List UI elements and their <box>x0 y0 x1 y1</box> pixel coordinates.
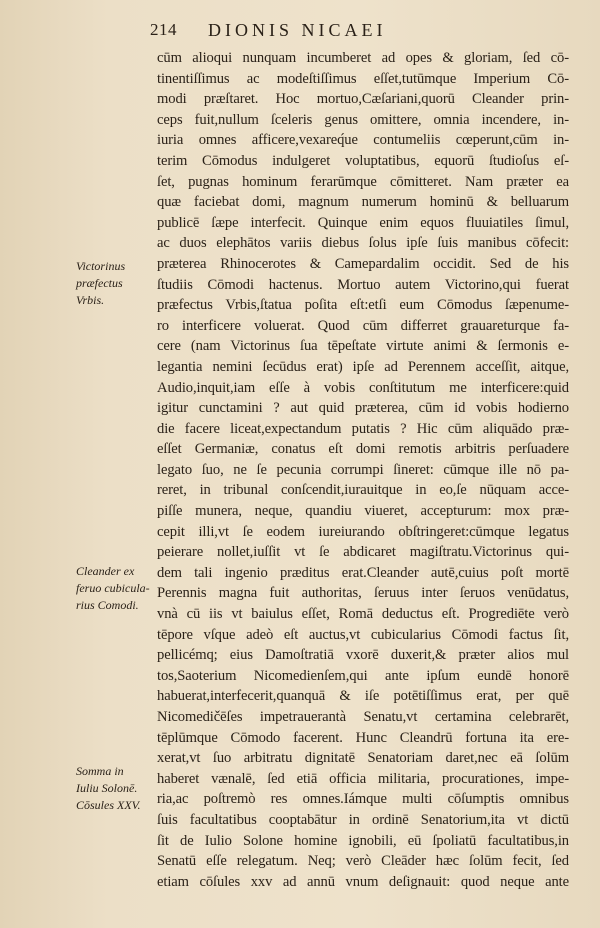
text-line: ſuis facultatibus cooptabātur in ordinē Senatorium,ita vt dictū <box>157 811 569 828</box>
text-line: præfectus Vrbis,ſtatua poſita eſt:etſi eum Cōmodus ſæpenume- <box>157 297 569 314</box>
text-line: cepit illi,vt ſe eodem iureiurando obſtringeret:cūmque legatus <box>157 523 569 540</box>
text-line: tinentiſſimus ac modeſtiſſimus eſſet,tutūmque Imperium Cō- <box>157 70 569 87</box>
text-line: vnà cū iis vt baiulus eſſet, Romā deductus eſt. Progrediēte verò <box>157 606 569 623</box>
page-number: 214 <box>150 20 177 39</box>
text-line: dem tali ingenio præditus erat.Cleander autē,cuius poſt mortē <box>157 564 569 581</box>
margin-note-cleander: Cleander ex feruo cubicula- rius Comodi. <box>76 564 150 612</box>
text-line: pellicémq; eius Damoſtratiā vxorē duxerit,& præter alios mul <box>157 647 569 664</box>
running-title: DIONIS NICAEI <box>208 20 387 40</box>
text-line: ſit de Iulio Solone homine ignobili, eū ſpoliatū facultatibus,in <box>157 832 569 849</box>
text-line: legantia nemini ſecūdus erat) ipſe ad Perennem acceſſit, aitque, <box>157 358 569 375</box>
text-line: Perennis magna fuit authoritas, ſeruus inter ſeruos venūdatus, <box>157 585 569 602</box>
text-line: cere (nam Victorinus ſua tēpeſtate virtute animi & ſermonis e- <box>157 338 569 355</box>
text-line: ro interficere voluerat. Quod cūm differret grauareturque fa- <box>157 317 569 334</box>
page-header <box>150 20 570 44</box>
margin-note-victorinus: Victorinus præfectus Vrbis. <box>76 259 126 307</box>
margin-note-consules: Somma in Iuliu Solonē. Cōsules XXV. <box>76 764 141 812</box>
text-line: peierare nollet,iuſſit vt ſe abdicaret magiſtratu.Victorinus qui- <box>157 544 569 561</box>
text-line: modi præſtaret. Hoc mortuo,Cæſariani,quorū Cleander prin- <box>157 91 569 108</box>
text-line: piſſe munera, neque, quandiu viueret, accepturum: mox præ- <box>157 503 569 520</box>
text-line: Audio,inquit,iam eſſe à vobis conſtitutum me interficere:quid <box>157 379 569 396</box>
text-line: haberet vænalē, ſed etiā officia militaria, procurationes, impe- <box>157 770 569 787</box>
text-line: xerat,vt ſuo arbitratu dignitatē Senatoriam daret,nec eā ſolūm <box>157 750 569 767</box>
text-line: publicē ſæpe interfecit. Quinque enim equos fluuiatiles ſimul, <box>157 214 569 231</box>
text-line: terim Cōmodus indulgeret voluptatibus, equorū ſtudioſus eſ- <box>157 152 569 169</box>
text-line: legato ſuo, ne ſe pecunia corrumpi ſineret: cūmque ille nō pa- <box>157 461 569 478</box>
text-line: quæ faciebat domi, magnum numerum hominū & belluarum <box>157 194 569 211</box>
text-line: ſtudiis Cōmodi hactenus. Mortuo autem Victorino,qui fuerat <box>157 276 569 293</box>
text-line: eſſet Germaniæ, conatus eſt domi remotis arbitris perſuadere <box>157 441 569 458</box>
text-line: reret, in tribunal conſcendit,iurauitque in eo,ſe nūquam acce- <box>157 482 569 499</box>
text-line: Senatū eſſe relegatum. Neq; verò Cleāder hæc ſolūm fecit, ſed <box>157 853 569 870</box>
text-line: ſet, pugnas hominum ferarūmque cōmitteret. Nam præter ea <box>157 173 569 190</box>
text-line: cūm alioqui nunquam incumberet ad opes & gloriam, ſed cō- <box>157 50 569 66</box>
text-line: tos,Saoterium Nicomedienſem,qui ante ipſum eundē honorē <box>157 667 569 684</box>
text-line: die facere liceat,expectandum putatis ? Hic cūm aliquādo præ- <box>157 420 569 437</box>
body-text <box>157 48 569 892</box>
text-line: tēplūmque Cōmodo facerent. Hunc Cleandrū fortuna ita ere- <box>157 729 569 746</box>
text-line: Nicomedičēſes impetrauerantà Senatu,vt certamina celebrarēt, <box>157 709 569 725</box>
text-line: etiam cōſules xxv ad annū vnum deſignauit: quod neque ante <box>157 873 569 890</box>
text-line: ceps fuit,nullum ſceleris genus omittere, omnia incendere, in- <box>157 111 569 128</box>
text-line: ria,ac poſtremò res omnes.Iámque multi cōſumptis omnibus <box>157 791 569 808</box>
text-line: igitur cunctamini ? aut quid præterea, cūm id vobis hodierno <box>157 400 569 417</box>
text-line: præterea Rhinocerotes & Camepardalim occidit. Sed de his <box>157 255 569 272</box>
text-line: iuria omnes afficere,vexareq́ue contumeliis cœperunt,cūm in- <box>157 132 569 149</box>
text-line: habuerat,interfecerit,quanquā & iſe potētiſſimus erat, per quē <box>157 688 569 705</box>
text-line: ac duos elephātos variis diebus ſolus ipſe ſuis manibus cōfecit: <box>157 235 569 252</box>
text-line: tēpore vſque adeò eſt auctus,vt cubicularius Cōmodi factus ſit, <box>157 626 569 643</box>
